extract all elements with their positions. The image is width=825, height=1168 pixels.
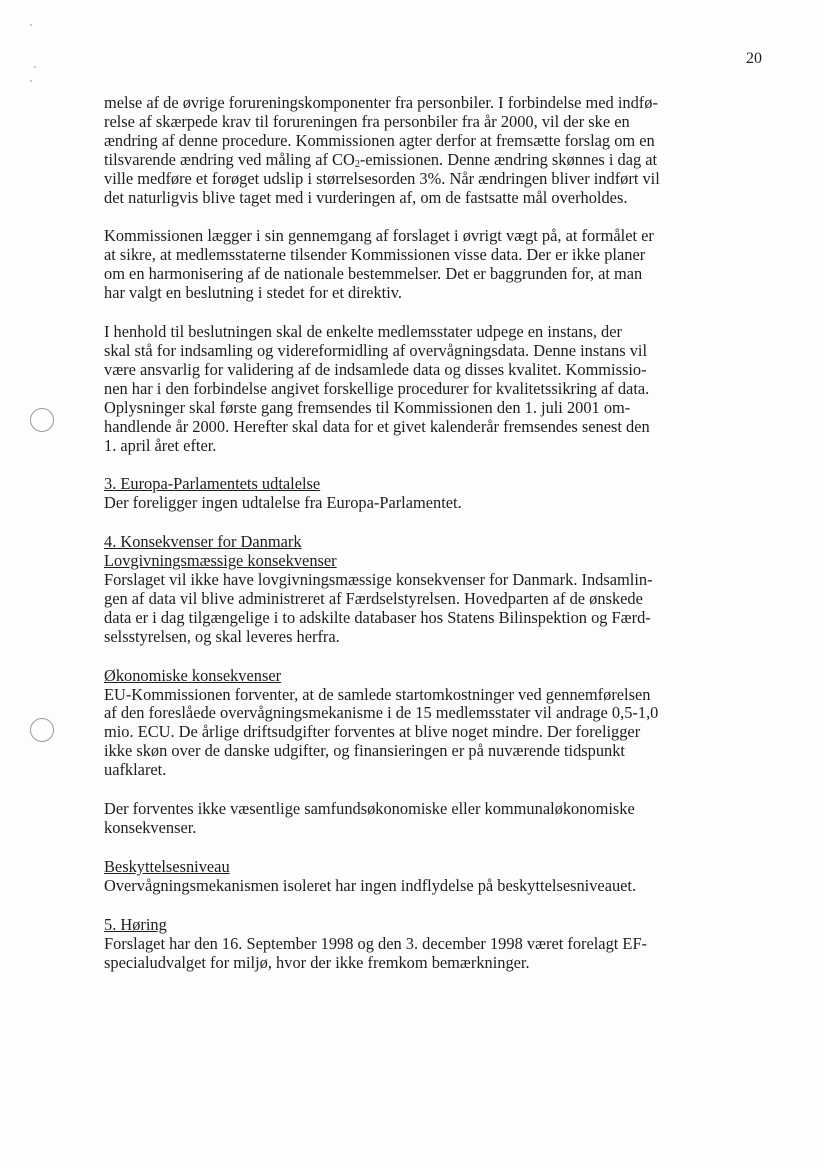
- text-line: selsstyrelsen, og skal leveres herfra.: [104, 626, 340, 646]
- scan-speck: [30, 24, 32, 26]
- text-line: om en harmonisering af de nationale bestemmelser. Det er baggrunden for, at man: [104, 264, 643, 284]
- text-line: uafklaret.: [104, 760, 167, 780]
- text-line: EU-Kommissionen forventer, at de samlede startomkostninger ved gennemførelsen: [104, 684, 651, 704]
- text-line: 1. april året efter.: [104, 435, 217, 455]
- scan-speck: [34, 66, 36, 68]
- text-line: af den foreslåede overvågningsmekanisme i de 15 medlemsstater vil andrage 0,5-1,0: [104, 703, 659, 723]
- text-line: har valgt en beslutning i stedet for et direktiv.: [104, 283, 402, 303]
- text-line: Der foreligger ingen udtalelse fra Europa-Parlamentet.: [104, 493, 462, 513]
- co2-tail: -emissionen. Denne ændring skønnes i dag at: [359, 149, 658, 169]
- text-line: data er i dag tilgængelige i to adskilte databaser hos Statens Bilinspektion og Færd-: [104, 607, 651, 627]
- subsection-legislative: [104, 552, 759, 647]
- text-line: nen har i den forbindelse angivet forskellige procedurer for kvalitetssikring af data.: [104, 378, 650, 398]
- section-parliament: [104, 475, 759, 513]
- text-line: ændring af denne procedure. Kommissionen agter derfor at fremsætte forslag om en: [104, 130, 655, 150]
- punch-hole-mark: [30, 408, 54, 432]
- section-heading: 4. Konsekvenser for Danmark: [104, 532, 302, 552]
- section-heading: 3. Europa-Parlamentets udtalelse: [104, 474, 321, 494]
- text-line: at sikre, at medlemsstaterne tilsender Kommissionen visse data. Der er ikke planer: [104, 245, 646, 265]
- paragraph-commission: [104, 227, 759, 303]
- text-line: melse af de øvrige forureningskomponenter fra personbiler. I forbindelse med indfø-: [104, 93, 658, 112]
- document-body: [104, 94, 759, 992]
- text-line: Forslaget har den 16. September 1998 og den 3. december 1998 været forelagt EF-: [104, 933, 648, 953]
- text-line: Der forventes ikke væsentlige samfundsøkonomiske eller kommunaløkonomiske: [104, 799, 635, 819]
- text-line: I henhold til beslutningen skal de enkelte medlemsstater udpege en instans, der: [104, 322, 622, 342]
- paragraph-socioeconomic: [104, 800, 759, 838]
- text-line: specialudvalget for miljø, hvor der ikke fremkom bemærkninger.: [104, 952, 530, 972]
- text-line: handlende år 2000. Herefter skal data for et givet kalenderår fremsendes senest den: [104, 416, 650, 436]
- text-line: Kommissionen lægger i sin gennemgang af forslaget i øvrigt vægt på, at formålet er: [104, 226, 654, 246]
- subsection-economic: [104, 667, 759, 780]
- text-line: det naturligvis blive taget med i vurderingen af, om de fastsatte mål overholdes.: [104, 187, 628, 207]
- section-consequences: [104, 533, 759, 896]
- text-line: Overvågningsmekanismen isoleret har ingen indflydelse på beskyttelsesniveauet.: [104, 875, 637, 895]
- subsection-protection: [104, 858, 759, 896]
- text-line: konsekvenser.: [104, 818, 197, 837]
- text-line: Oplysninger skal første gang fremsendes til Kommissionen den 1. juli 2001 om-: [104, 397, 631, 417]
- section-heading: 5. Høring: [104, 914, 167, 934]
- text-line: gen af data vil blive administreret af Færdselstyrelsen. Hovedparten af de ønskede: [104, 588, 643, 608]
- text-line: ikke skøn over de danske udgifter, og finansieringen er på nuværende tidspunkt: [104, 741, 625, 761]
- subsection-heading: Lovgivningsmæssige konsekvenser: [104, 551, 337, 571]
- subsection-heading: Beskyttelsesniveau: [104, 856, 230, 876]
- text-line: Forslaget vil ikke have lovgivningsmæssige konsekvenser for Danmark. Indsamlin-: [104, 570, 653, 590]
- paragraph-emissions: [104, 94, 759, 207]
- page-number: 20: [746, 50, 762, 67]
- text-line: skal stå for indsamling og videreformidling af overvågningsdata. Denne instans vil: [104, 340, 648, 360]
- paragraph-decision: [104, 323, 759, 455]
- scan-speck: [30, 80, 32, 82]
- subsection-heading: Økonomiske konsekvenser: [104, 665, 282, 685]
- section-hearing: [104, 916, 759, 973]
- text-line: være ansvarlig for validering af de indsamlede data og disses kvalitet. Kommissio-: [104, 359, 647, 379]
- text-line-co2: [104, 151, 759, 170]
- co2-text: tilsvarende ændring ved måling af CO: [104, 149, 355, 169]
- text-line: relse af skærpede krav til forureningen fra personbiler fra år 2000, vil der ske en: [104, 111, 630, 131]
- text-line: mio. ECU. De årlige driftsudgifter forventes at blive noget mindre. Der foreligger: [104, 722, 641, 742]
- punch-hole-mark: [30, 718, 54, 742]
- text-line: ville medføre et forøget udslip i størrelsesorden 3%. Når ændringen bliver indført vil: [104, 168, 660, 188]
- co2-subscript: 2: [354, 158, 360, 170]
